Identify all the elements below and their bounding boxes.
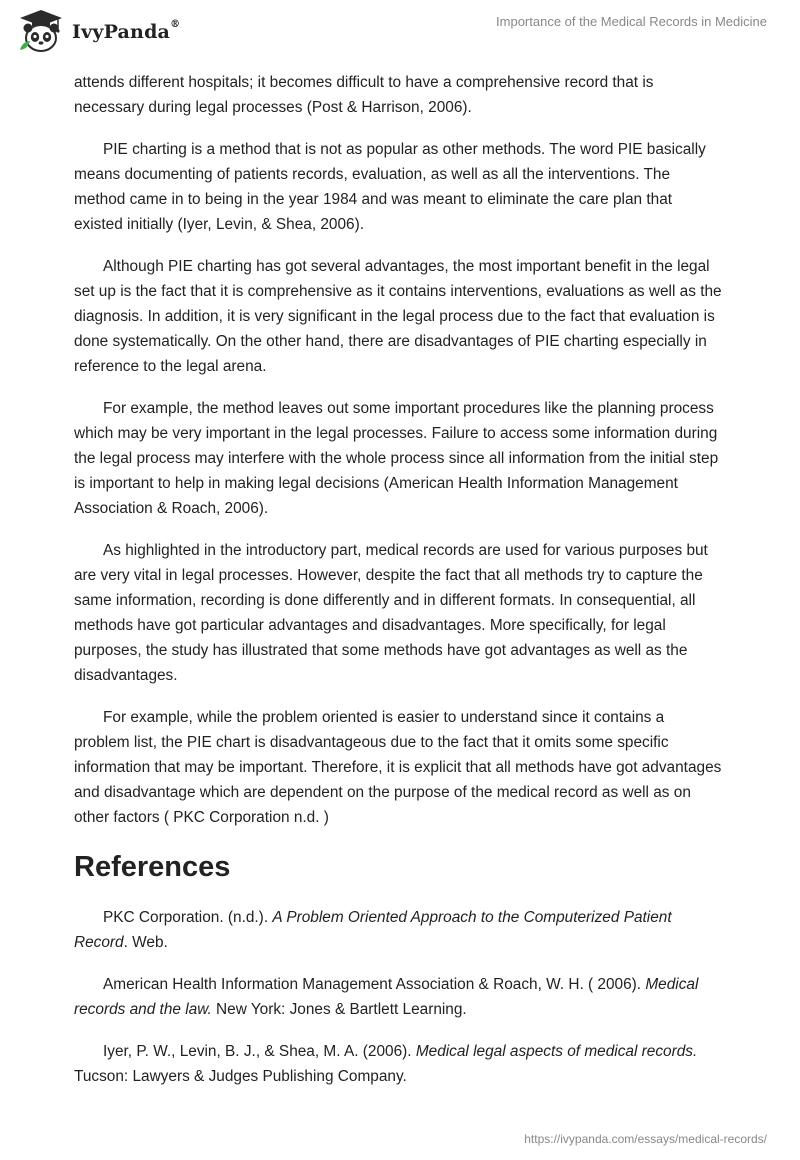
reference-title: A Problem Oriented Approach to the Computerized Patient Record <box>74 909 672 951</box>
ivypanda-logo[interactable] <box>16 8 180 54</box>
registered-mark: ® <box>170 19 181 30</box>
reference-publisher: Tucson: Lawyers & Judges Publishing Company. <box>74 1068 407 1085</box>
source-url[interactable]: https://ivypanda.com/essays/medical-records/ <box>524 1132 767 1146</box>
paragraph: As highlighted in the introductory part, medical records are used for various purposes but are very vital in legal processes. However, despite the fact that all methods try to capture the same information, recording is done differently and in different formats. In consequential, all methods have got particular advantages and disadvantages. More specifically, for legal purposes, the study has illustrated that some methods have got advantages as well as the disadvantages. <box>74 542 708 684</box>
reference-item <box>74 1039 724 1089</box>
reference-item <box>74 905 724 955</box>
essay-content <box>74 70 724 1106</box>
reference-authors: Iyer, P. W., Levin, B. J., & Shea, M. A. (2006). <box>103 1043 416 1060</box>
reference-title: Medical legal aspects of medical records. <box>415 1043 698 1060</box>
reference-publisher: . Web. <box>123 934 168 951</box>
reference-authors: American Health Information Management Association & Roach, W. H. ( 2006). <box>103 976 646 993</box>
paragraph: attends different hospitals; it becomes difficult to have a comprehensive record that is necessary during legal processes (Post & Harrison, 2006). <box>74 74 654 116</box>
paragraph: For example, the method leaves out some important procedures like the planning process which may be very important in the legal processes. Failure to access some information during the legal process may interfere with the whole process since all information from the initial step is important to help in making legal decisions (American Health Information Management Association & Roach, 2006). <box>74 400 719 517</box>
document-title: Importance of the Medical Records in Medicine <box>496 14 767 29</box>
reference-item <box>74 972 724 1022</box>
brand-name-text: IvyPanda <box>72 21 171 43</box>
panda-graduate-icon <box>16 8 66 54</box>
reference-publisher: New York: Jones & Bartlett Learning. <box>211 1001 467 1018</box>
paragraph: Although PIE charting has got several advantages, the most important benefit in the legal set up is the fact that it is comprehensive as it contains interventions, evaluations as well as the diagnosis. In addition, it is very significant in the legal process due to the fact that evaluation is done systematically. On the other hand, there are disadvantages of PIE charting especially in reference to the legal arena. <box>74 258 722 375</box>
brand-name <box>72 21 180 43</box>
paragraph: For example, while the problem oriented is easier to understand since it contains a problem list, the PIE chart is disadvantageous due to the fact that it omits some specific information that may be important. Therefore, it is explicit that all methods have got advantages and disadvantage which are dependent on the purpose of the medical record as well as on other factors ( PKC Corporation n.d. ) <box>74 709 722 826</box>
reference-title: Medical records and the law. <box>74 976 699 1018</box>
reference-authors: PKC Corporation. (n.d.). <box>103 909 273 926</box>
page-header <box>0 0 800 66</box>
paragraph: PIE charting is a method that is not as popular as other methods. The word PIE basically means documenting of patients records, evaluation, as well as all the interventions. The method came in to being in the year 1984 and was meant to eliminate the care plan that existed initially (Iyer, Levin, & Shea, 2006). <box>74 141 706 233</box>
references-heading: References <box>74 851 231 883</box>
